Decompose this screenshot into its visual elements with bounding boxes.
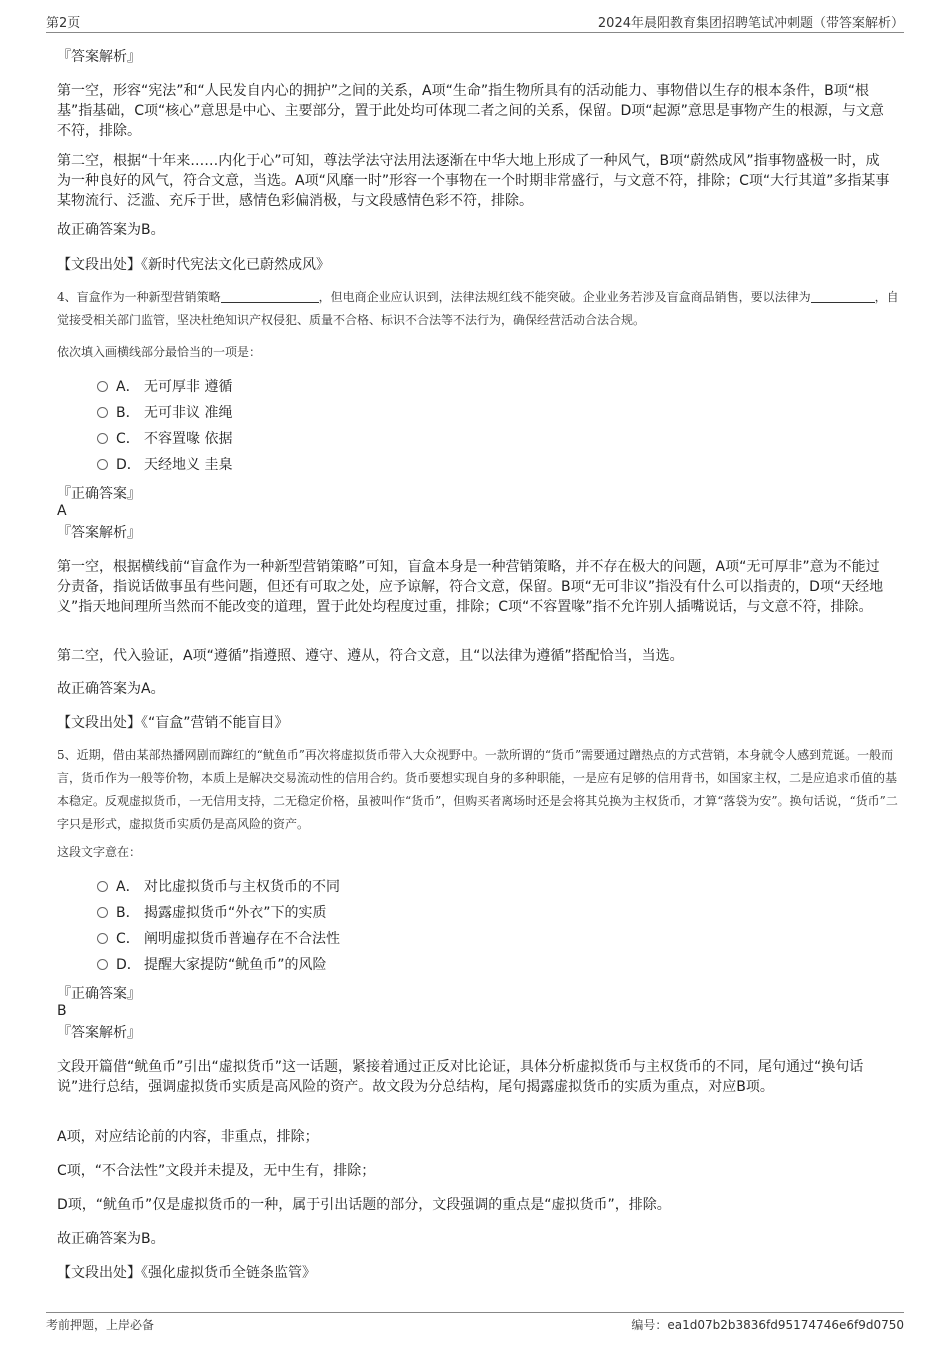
q5-correct-label: 『正确答案』: [57, 986, 141, 1002]
q4-option-a[interactable]: A． 无可厚非 遵循: [97, 377, 232, 397]
q4-blank-2: [811, 290, 875, 303]
q3-analysis-label: 『答案解析』: [57, 49, 141, 65]
radio-icon[interactable]: [97, 959, 108, 970]
q4-stem: 4、盲盒作为一种新型营销策略 ，但电商企业应认识到，法律法规红线不能突破。企业业务若涉及盲盒商品销售，要以法律为 ，自觉接受相关部门监管，坚决杜绝知识产权侵犯、质量不合格、标识不合法等不法行为，确保经营活动合法合规。: [57, 290, 899, 327]
q5-analysis-item-d: D项，“鱿鱼币”仅是虚拟货币的一种，属于引出话题的部分，文段强调的重点是“虚拟货币”，排除。: [57, 1197, 671, 1213]
page-number: 第2页: [46, 16, 81, 31]
q5-option-c[interactable]: C． 阐明虚拟货币普遍存在不合法性: [97, 929, 340, 949]
radio-icon[interactable]: [97, 407, 108, 418]
q3-analysis-para1: 第一空，形容“宪法”和“人民发自内心的拥护”之间的关系，A项“生命”指生物所具有的活动能力、事物借以生存的根本条件，B项“根基”指基础，C项“核心”意思是中心、主要部分，置于此处均可体现二者之间的关系，保留。D项“起源”意思是事物产生的根源，与文意不符，排除。: [57, 83, 884, 139]
q5-option-d[interactable]: D． 提醒大家提防“鱿鱼币”的风险: [97, 955, 327, 975]
page-header: [46, 10, 904, 33]
q4-correct-label: 『正确答案』: [57, 486, 141, 502]
q5-conclusion: 故正确答案为B。: [57, 1231, 165, 1247]
page-footer: [46, 1312, 904, 1335]
q5-source: 【文段出处】《强化虚拟货币全链条监管》: [57, 1265, 316, 1281]
radio-icon[interactable]: [97, 433, 108, 444]
q5-analysis-label: 『答案解析』: [57, 1025, 141, 1041]
radio-icon[interactable]: [97, 907, 108, 918]
q4-option-b[interactable]: B． 无可非议 准绳: [97, 403, 232, 423]
q4-conclusion: 故正确答案为A。: [57, 681, 165, 697]
radio-icon[interactable]: [97, 381, 108, 392]
q5-option-a[interactable]: A． 对比虚拟货币与主权货币的不同: [97, 877, 340, 897]
radio-icon[interactable]: [97, 459, 108, 470]
q4-analysis-para1: 第一空，根据横线前“盲盒作为一种新型营销策略”可知，盲盒本身是一种营销策略，并不存在极大的问题，A项“无可厚非”意为不能过分责备，指说话做事虽有些问题，但还有可取之处，应予谅解，符合文意，保留。B项“无可非议”指没有什么可以指责的，D项“天经地义”指天地间理所当然而不能改变的道理，置于此处均程度过重，排除；C项“不容置喙”指不允许别人插嘴说话，与文意不符，排除。: [57, 559, 884, 615]
q3-analysis-para2: 第二空，根据“十年来……内化于心”可知，尊法学法守法用法逐渐在中华大地上形成了一种风气，B项“蔚然成风”指事物盛极一时，成为一种良好的风气，符合文意，当选。A项“风靡一时”形容一个事物在一个时期非常盛行，与文意不符，排除；C项“大行其道”多指某事某物流行、泛滥、充斥于世，感情色彩偏消极，与文段感情色彩不符，排除。: [57, 153, 890, 209]
q4-source: 【文段出处】《“盲盒”营销不能盲目》: [57, 715, 289, 731]
q5-analysis-item-c: C项，“不合法性”文段并未提及，无中生有，排除；: [57, 1163, 376, 1179]
q5-prompt: 这段文字意在：: [57, 845, 142, 859]
q5-option-b[interactable]: B． 揭露虚拟货币“外衣”下的实质: [97, 903, 327, 923]
q5-analysis-item-a: A项，对应结论前的内容，非重点，排除；: [57, 1129, 319, 1145]
q4-option-c[interactable]: C． 不容置喙 依据: [97, 429, 232, 449]
document-title: 2024年晨阳教育集团招聘笔试冲刺题（带答案解析）: [597, 16, 904, 31]
q3-source: 【文段出处】《新时代宪法文化已蔚然成风》: [57, 257, 330, 273]
q4-prompt: 依次填入画横线部分最恰当的一项是：: [57, 345, 262, 359]
q4-correct-answer: A: [57, 503, 67, 519]
footer-serial: 编号：ea1d07b2b3836fd95174746e6f9d0750: [631, 1318, 904, 1332]
q5-correct-answer: B: [57, 1003, 67, 1019]
q5-analysis-para1: 文段开篇借“鱿鱼币”引出“虚拟货币”这一话题，紧接着通过正反对比论证，具体分析虚拟货币与主权货币的不同，尾句通过“换句话说”进行总结，强调虚拟货币实质是高风险的资产。故文段为分总结构，尾句揭露虚拟货币的实质为重点，对应B项。: [57, 1059, 864, 1095]
q4-analysis-para2: 第二空，代入验证，A项“遵循”指遵照、遵守、遵从，符合文意，且“以法律为遵循”搭配恰当，当选。: [57, 648, 684, 664]
radio-icon[interactable]: [97, 881, 108, 892]
radio-icon[interactable]: [97, 933, 108, 944]
q4-option-d[interactable]: D． 天经地义 圭臬: [97, 455, 232, 475]
footer-slogan: 考前押题，上岸必备: [46, 1318, 155, 1332]
q4-analysis-label: 『答案解析』: [57, 525, 141, 541]
q3-conclusion: 故正确答案为B。: [57, 222, 165, 238]
q5-stem: 5、近期，借由某部热播网剧而蹿红的“鱿鱼币”再次将虚拟货币带入大众视野中。一款所谓的“货币”需要通过蹭热点的方式营销，本身就令人感到荒诞。一般而言，货币作为一般等价物，本质上是解决交易流动性的信用合约。货币要想实现自身的多种职能，一是应有足够的信用背书，如国家主权，二是应追求币值的基本稳定。反观虚拟货币，一无信用支持，二无稳定价格，虽被叫作“货币”，但购买者离场时还是会将其兑换为主权货币，才算“落袋为安”。换句话说，“货币”二字只是形式，虚拟货币实质仍是高风险的资产。: [57, 748, 898, 831]
q4-blank-1: [221, 290, 319, 303]
